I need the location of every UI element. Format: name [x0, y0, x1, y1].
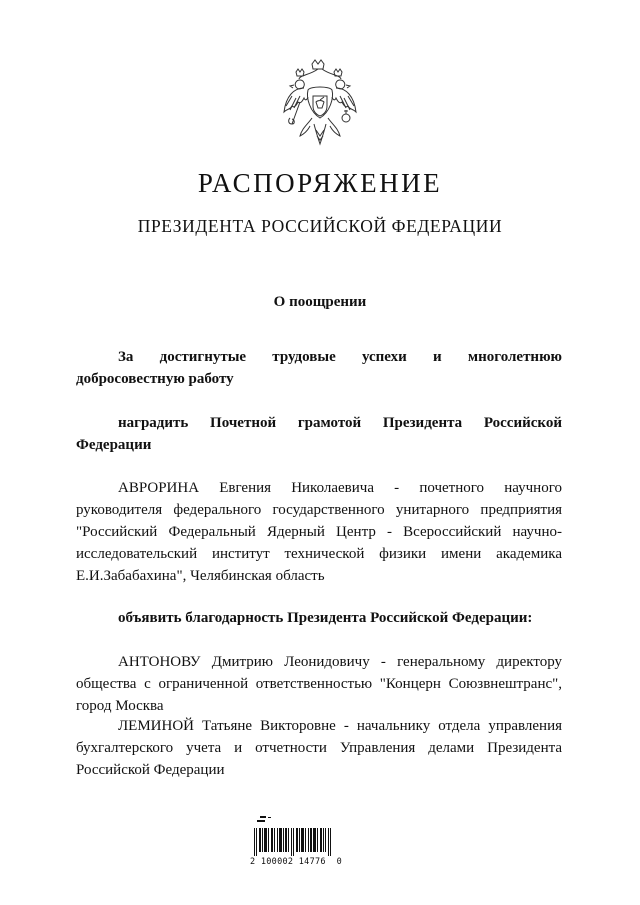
award-heading: наградить Почетной грамотой Президента Российской Федерации: [76, 415, 562, 453]
award-recipient: АВРОРИНА Евгения Николаевича - почетного научного руководителя федерального государственного унитарного предприятия "Российский Федеральный Ядерный Центр - Всероссийский научно-исследовательский институт технической физики имени академика Е.И.Забабахина", Челябинская область: [76, 480, 562, 584]
document-subject: О поощрении: [273, 294, 367, 310]
document-issuer: ПРЕЗИДЕНТА РОССИЙСКОЙ ФЕДЕРАЦИИ: [137, 216, 503, 236]
document-title: РАСПОРЯЖЕНИЕ: [197, 168, 443, 198]
russian-coat-of-arms-icon: [282, 58, 358, 154]
gratitude-recipient: АНТОНОВУ Дмитрию Леонидовичу - генеральному директору общества с ограниченной ответственностью "Концерн Союзвнештранс", город Москва: [76, 654, 562, 714]
gratitude-heading: объявить благодарность Президента Российской Федерации:: [118, 610, 533, 626]
gratitude-recipient: ЛЕМИНОЙ Татьяне Викторовне - начальнику отдела управления бухгалтерского учета и отчетности Управления делами Президента Российской Федерации: [76, 718, 562, 778]
barcode-number: 2 100002 14776 0: [250, 857, 343, 867]
preamble-text: За достигнутые трудовые успехи и многолетнюю добросовестную работу: [76, 349, 562, 387]
